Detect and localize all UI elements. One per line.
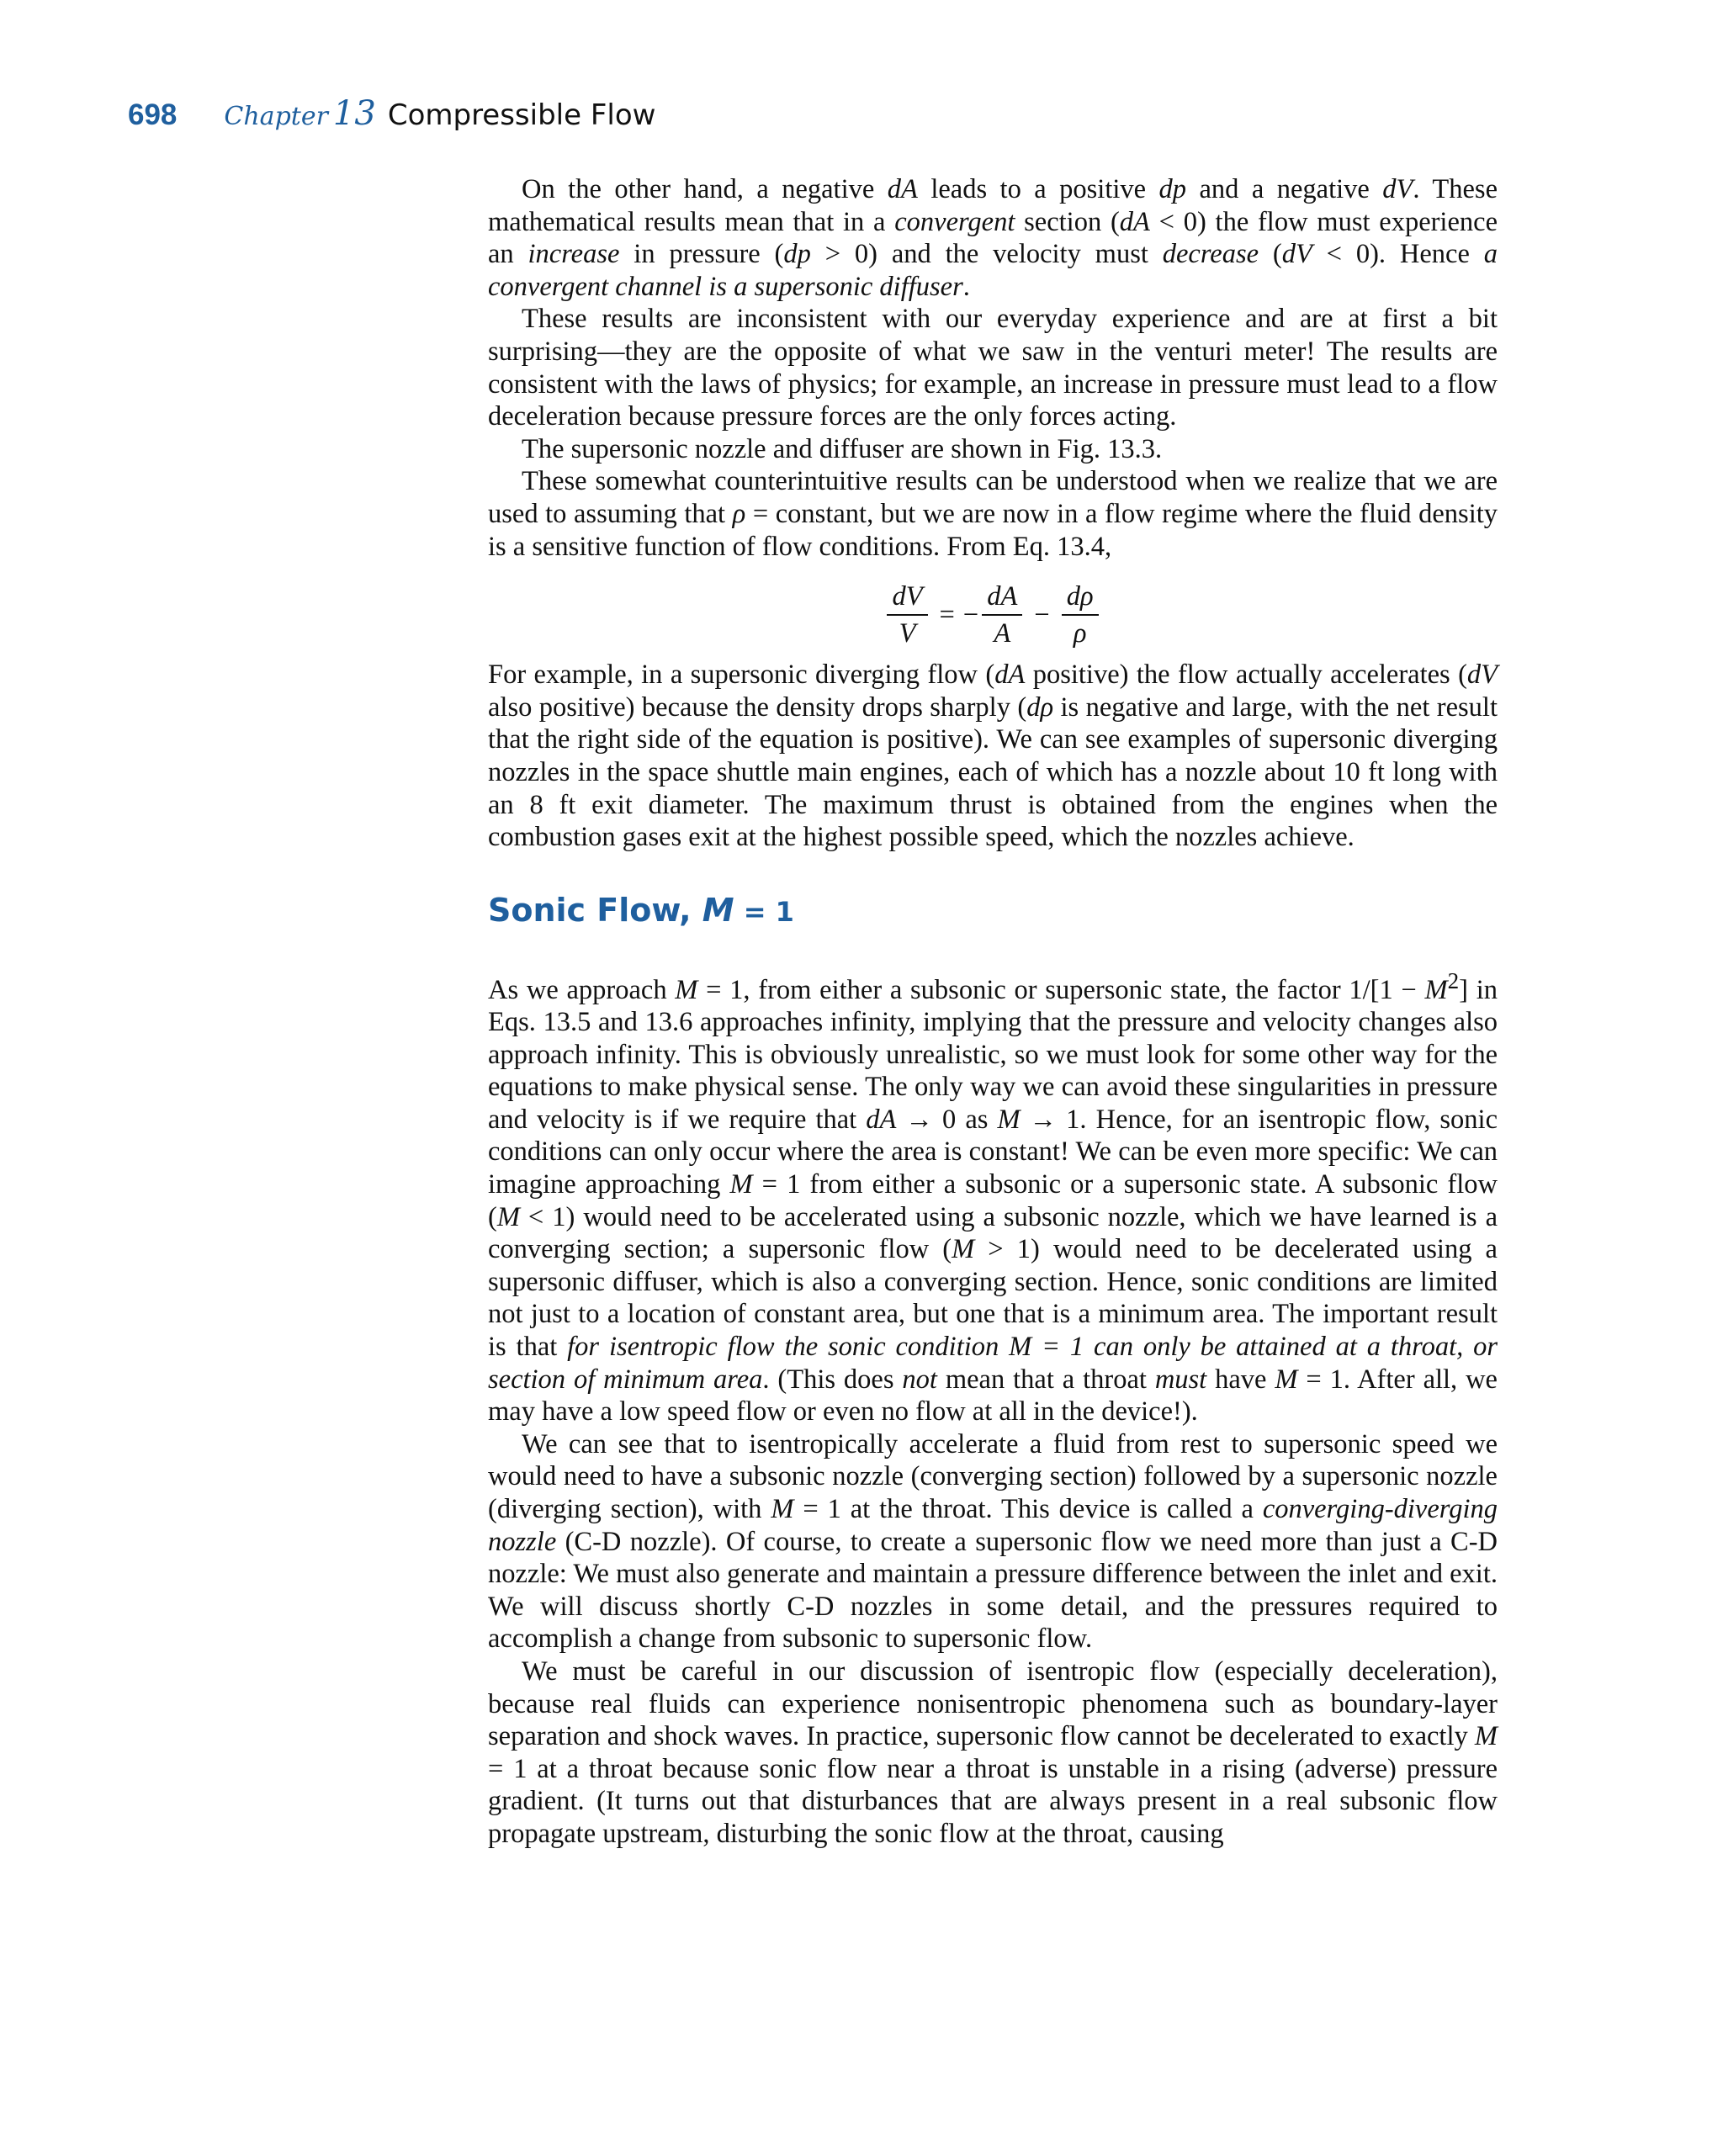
page-number: 698 <box>128 98 178 131</box>
chapter-label: Chapter <box>224 102 328 131</box>
paragraph-density-regime: These somewhat counterintuitive results can be understood when we realize that we are used to assuming that ρ = constant, but we are now in a flow regime where the fluid density is a sensitive function of flow conditions. From Eq. 13.4, <box>488 466 1498 562</box>
chapter-number: 13 <box>332 94 376 133</box>
running-head <box>128 94 655 136</box>
equation-velocity-area-density: $\frac{dV}{V}$ = − $\frac{dA}{A}$ − $\frac{d\rho}{\rho}$ <box>488 580 1498 650</box>
paragraph-figure-reference: The supersonic nozzle and diffuser are shown in Fig. 13.3. <box>522 433 1163 464</box>
paragraph-nonisentropic: We must be careful in our discussion of isentropic flow (especially deceleration), because real fluids can experience nonisentropic phenomena such as boundary-layer separation and shock waves. In practice, supersonic flow cannot be decelerated to exactly M = 1 at a throat because sonic flow near a throat is unstable in a rising (adverse) pressure gradient. (It turns out that disturbances that are always present in a real subsonic flow propagate upstream, disturbing the sonic flow at the throat, causing <box>488 1655 1498 1849</box>
paragraph-supersonic-diverging: For example, in a supersonic diverging flow (dA positive) the flow actually accelerates (dV also positive) because the density drops sharply (dρ is negative and large, with the net result that the right side of the equation is positive). We can see examples of supersonic diverging nozzles in the space shuttle main engines, each of which has a nozzle about 10 ft long with an 8 ft exit diameter. The maximum thrust is obtained from the engines when the combustion gases exit at the highest possible speed, which the nozzles achieve. <box>488 660 1498 853</box>
chapter-title: Compressible Flow <box>387 98 656 132</box>
paragraph-inconsistent-results: These results are inconsistent with our everyday experience and are at first a bit surprising—they are the opposite of what we saw in the venturi meter! The results are consistent with the laws of physics; for example, an increase in pressure must lead to a flow deceleration because pressure forces are the only forces acting. <box>488 304 1498 432</box>
paragraph-convergent-diffuser: On the other hand, a negative dA leads to a positive dp and a negative dV. These mathematical results mean that in a convergent section (dA < 0) the flow must experience an increase in pressure (dp > 0) and the velocity must decrease (dV < 0). Hence a convergent channel is a supersonic diffuser. <box>488 174 1498 302</box>
paragraph-cd-nozzle: We can see that to isentropically accelerate a fluid from rest to supersonic speed we would need to have a subsonic nozzle (converging section) followed by a supersonic nozzle (diverging section), with M = 1 at the throat. This device is called a converging-diverging nozzle (C-D nozzle). Of course, to create a supersonic flow we need more than just a C-D nozzle: We must also generate and maintain a pressure difference between the inlet and exit. We will discuss shortly C-D nozzles in some detail, and the pressures required to accomplish a change from subsonic to supersonic flow. <box>488 1428 1498 1655</box>
paragraph-sonic-condition: As we approach M = 1, from either a subsonic or supersonic state, the factor $1/[1 - M^2]$ in Eqs. 13.5 and 13.6 approaches infinity, implying that the pressure and velocity changes also approach infinity. This is obviously unrealistic, so we must look for some other way for the equations to make physical sense. The only way we can avoid these singularities in pressure and velocity is if we require that dA → 0 as M → 1. Hence, for an isentropic flow, sonic conditions can only occur where the area is constant! We can be even more specific: We can imagine approaching M = 1 from either a subsonic or a supersonic state. A subsonic flow (M < 1) would need to be accelerated using a subsonic nozzle, which we have learned is a converging section; a supersonic flow (M > 1) would need to be decelerated using a supersonic diffuser, which is also a converging section. Hence, sonic conditions are limited not just to a location of constant area, but one that is a minimum area. The important result is that for isentropic flow the sonic condition M = 1 can only be attained at a throat, or section of minimum area. (This does not mean that a throat must have M = 1. After all, we may have a low speed flow or even no flow at all in the device!). <box>488 967 1498 1428</box>
section-heading-sonic-flow: Sonic Flow, M = 1 <box>488 891 794 929</box>
equation-lhs-fraction: $\frac{dV}{V}$ <box>887 581 927 649</box>
equation-density-fraction: $\frac{d\rho}{\rho}$ <box>1062 581 1099 649</box>
equation-area-fraction: $\frac{dA}{A}$ <box>982 581 1022 649</box>
body-text <box>488 173 1498 1851</box>
